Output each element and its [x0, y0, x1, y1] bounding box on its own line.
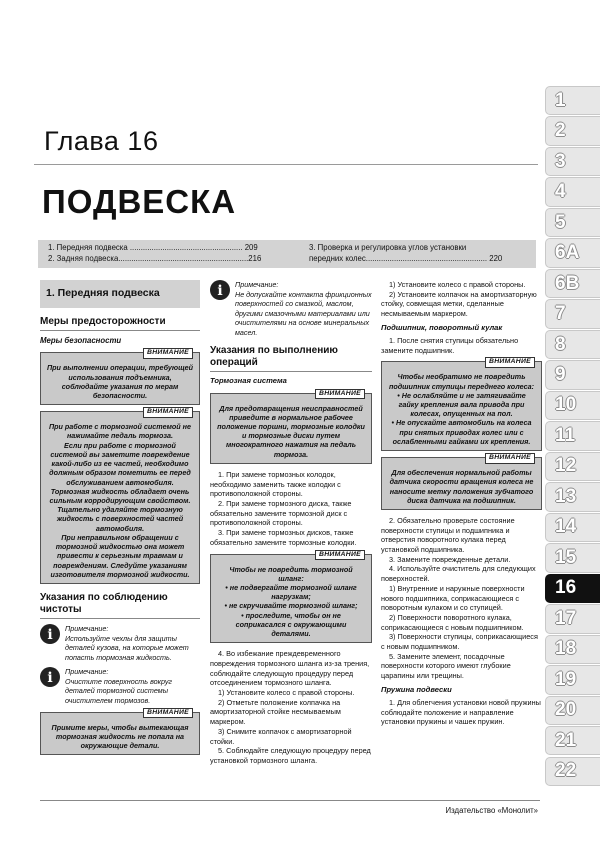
chapter-tab-19[interactable]: 19: [545, 665, 600, 694]
paragraph: 3. При замене тормозных дисков, также обязательно замените тормозные колодки.: [210, 528, 357, 547]
paragraph: 5. Соблюдайте следующую процедуру перед установкой тормозного шланга.: [210, 746, 371, 765]
chapter-tab-11[interactable]: 11: [545, 421, 600, 450]
note-label: Примечание:: [65, 623, 109, 633]
warning-label: ВНИМАНИЕ: [485, 453, 535, 464]
warning-box: [40, 408, 200, 584]
note-text: Очистите поверхность вокруг деталей тормозной системы очистителем тормозов.: [65, 676, 172, 705]
section-heading: 1. Передняя подвеска: [40, 280, 200, 308]
warning-text: При работе с тормозной системой не нажимайте педаль тормоза.: [48, 422, 192, 441]
note-text: Не допускайте контакта фрикционных поверхностей со смазкой, маслом, другими смазочными материалами или очистителями на основе минеральных масел.: [235, 289, 372, 337]
paragraph: 3) Поверхности ступицы, соприкасающиеся с новым подшипником.: [381, 632, 538, 652]
sub-heading: Подшипник, поворотный кулак: [381, 322, 503, 332]
note: [40, 624, 200, 662]
warning-text: Тормозная жидкость обладает очень сильным корродирующим свойством. Тщательно удаляйте тормозную жидкость с поверхностей частей автомобиля.: [49, 486, 191, 533]
column-1: [40, 280, 200, 761]
chapter-tab-7[interactable]: 7: [545, 299, 600, 328]
paragraph: 2. При замене тормозного диска, также обязательно замените тормозной диск с противоположной стороны.: [210, 498, 352, 528]
paragraph: 1. После снятия ступицы обязательно замените подшипник.: [381, 335, 519, 355]
publisher-footer: Издательство «Монолит»: [445, 806, 538, 815]
warning-box: [40, 349, 200, 405]
paragraph: 4. Во избежание преждевременного повреждения тормозного шланга из-за трения, соблюдайте следующую процедуру перед отсоединением тормозного шланга.: [210, 649, 370, 688]
chapter-heading: Глава 16: [44, 126, 159, 156]
warning-label: ВНИМАНИЕ: [485, 357, 535, 368]
warning-label: ВНИМАНИЕ: [143, 407, 193, 418]
subsection-heading: Меры предосторожности: [40, 316, 200, 331]
sub-heading: Тормозная система: [210, 376, 287, 386]
paragraph: 2) Установите колпачок на амортизаторную стойку, совмещая метки, сделанные несмываемым маркером.: [381, 289, 537, 319]
chapter-tab-20[interactable]: 20: [545, 696, 600, 725]
warning-text: • Не ослабляйте и не затягивайте гайку крепления вала привода при колесах, опущенных на пол.: [397, 390, 526, 419]
warning-label: ВНИМАНИЕ: [143, 348, 193, 359]
warning-text: Если при работе с тормозной системой вы заметите повреждение какой-либо из ее частей, необходимо должным образом пометить ее перед обслуживанием автомобиля.: [49, 440, 191, 487]
info-icon: [40, 624, 60, 644]
warning-label: ВНИМАНИЕ: [315, 389, 365, 400]
warning-text: При неправильном обращении с тормозной жидкостью она может привести к серьезным травмам и повреждениям. Следуйте указаниям изготовителя тормозной жидкости.: [50, 532, 190, 579]
chapter-tab-3[interactable]: 3: [545, 147, 600, 176]
warning-text: • проследите, чтобы он не соприкасался с окружающими деталями.: [235, 610, 347, 639]
chapter-tab-14[interactable]: 14: [545, 513, 600, 542]
warning-text: При выполнении операции, требующей использования подъемника, соблюдайте указания по мерам безопасности.: [47, 363, 193, 401]
warning-text: Чтобы необратимо не повредить подшипник ступицы переднего колеса:: [388, 372, 535, 391]
subsection-heading: Указания по выполнению операций: [210, 345, 372, 372]
paragraph: 2) Отметьте положение колпачка на амортизаторной стойке несмываемым маркером.: [210, 697, 341, 727]
chapter-tab-4[interactable]: 4: [545, 177, 600, 206]
note-label: Примечание:: [65, 667, 109, 677]
chapter-tab-17[interactable]: 17: [545, 604, 600, 633]
chapter-tab-12[interactable]: 12: [545, 452, 600, 481]
note-text: Используйте чехлы для защиты деталей кузова, на которые может попасть тормозная жидкость.: [65, 633, 189, 662]
paragraph: 1. При замене тормозных колодок, необходимо заменить также колодки с противоположной стороны.: [210, 469, 341, 499]
subsection-heading: Указания по соблюдению чистоты: [40, 592, 200, 619]
chapter-tab-13[interactable]: 13: [545, 482, 600, 511]
warning-box: [381, 454, 542, 510]
footer-divider: [40, 800, 540, 801]
toc-item-3-cont: передних колес........................................................ 220: [309, 254, 503, 263]
warning-box: [381, 358, 542, 451]
chapter-tab-10[interactable]: 10: [545, 391, 600, 420]
table-of-contents: [38, 240, 536, 268]
paragraph: 1) Установите колесо с правой стороны.: [389, 280, 526, 289]
paragraph: 1. Для облегчения установки новой пружины соблюдайте положение и направление установки пружины и чашек пружин.: [381, 697, 541, 727]
note: [40, 667, 200, 705]
chapter-divider: [34, 164, 538, 165]
info-icon: [210, 280, 230, 300]
sub-heading: Меры безопасности: [40, 336, 122, 345]
warning-box: [210, 550, 372, 644]
chapter-tab-1[interactable]: 1: [545, 86, 600, 115]
paragraph: 2. Обязательно проверьте состояние поверхности ступицы и подшипника и отверстия поворотного кулака перед установкой подшипника.: [381, 515, 515, 555]
chapter-tab-21[interactable]: 21: [545, 726, 600, 755]
chapter-tab-5[interactable]: 5: [545, 208, 600, 237]
toc-item-3[interactable]: 3. Проверка и регулировка углов установки: [309, 243, 467, 252]
warning-text: Примите меры, чтобы вытекающая тормозная жидкость не попала на окружающие детали.: [51, 722, 189, 751]
paragraph: 3) Снимите колпачок с амортизаторной стойки.: [210, 726, 352, 746]
paragraph: 5. Замените элемент, посадочные поверхности которого имеют глубокие царапины или трещины.: [381, 651, 511, 681]
chapter-tab-16-active[interactable]: 16: [545, 574, 600, 603]
chapter-tab-22[interactable]: 22: [545, 757, 600, 786]
warning-label: ВНИМАНИЕ: [143, 708, 193, 719]
chapter-tab-6a[interactable]: 6A: [545, 238, 600, 267]
warning-text: Чтобы не повредить тормозной шланг:: [229, 564, 353, 583]
warning-box: [40, 708, 200, 756]
note: [210, 280, 372, 337]
warning-text: • не скручивайте тормозной шланг;: [224, 601, 358, 611]
chapter-tab-15[interactable]: 15: [545, 543, 600, 572]
paragraph: 2) Поверхности поворотного кулака, соприкасающиеся с новым подшипником.: [381, 612, 524, 632]
chapter-tab-8[interactable]: 8: [545, 330, 600, 359]
chapter-tab-9[interactable]: 9: [545, 360, 600, 389]
chapter-tab-6b[interactable]: 6B: [545, 269, 600, 298]
warning-text: • Не опускайте автомобиль на колеса при снятых приводах колес или с ослабленными гайками их крепления.: [391, 418, 532, 446]
warning-text: • не подвергайте тормозной шланг нагрузкам;: [225, 582, 357, 602]
warning-text: Для обеспечения нормальной работы датчика скорости вращения колеса не наносите метку положения зубчатого диска датчика на подшипник.: [389, 468, 534, 505]
chapter-tab-18[interactable]: 18: [545, 635, 600, 664]
chapter-tab-2[interactable]: 2: [545, 116, 600, 145]
sub-heading: Пружина подвески: [381, 684, 452, 694]
info-icon: [40, 667, 60, 687]
paragraph: 1) Внутренние и наружные поверхности нового подшипника, соприкасающиеся с поворотным кулаком и со ступицей.: [381, 583, 525, 613]
column-2: [210, 280, 372, 766]
warning-box: [210, 389, 372, 464]
chapter-tabs: [545, 86, 600, 787]
paragraph: 3. Замените поврежденные детали.: [389, 554, 511, 564]
page-title: ПОДВЕСКА: [42, 183, 237, 220]
warning-label: ВНИМАНИЕ: [315, 550, 365, 561]
paragraph: 1) Установите колесо с правой стороны.: [218, 688, 355, 698]
warning-text: Для предотвращения неисправностей приведите в нормальное рабочее положение поршни, тормозные колодки и тормозные диски путем многократного нажатия на педаль тормоза.: [217, 403, 365, 459]
toc-item-1[interactable]: 1. Передняя подвеска .................................................... 209: [48, 243, 258, 252]
toc-item-2[interactable]: 2. Задняя подвеска............................................................216: [48, 254, 262, 263]
note-label: Примечание:: [235, 280, 279, 289]
paragraph: 4. Используйте очиститель для следующих поверхностей.: [381, 564, 536, 584]
column-3: [381, 280, 542, 727]
